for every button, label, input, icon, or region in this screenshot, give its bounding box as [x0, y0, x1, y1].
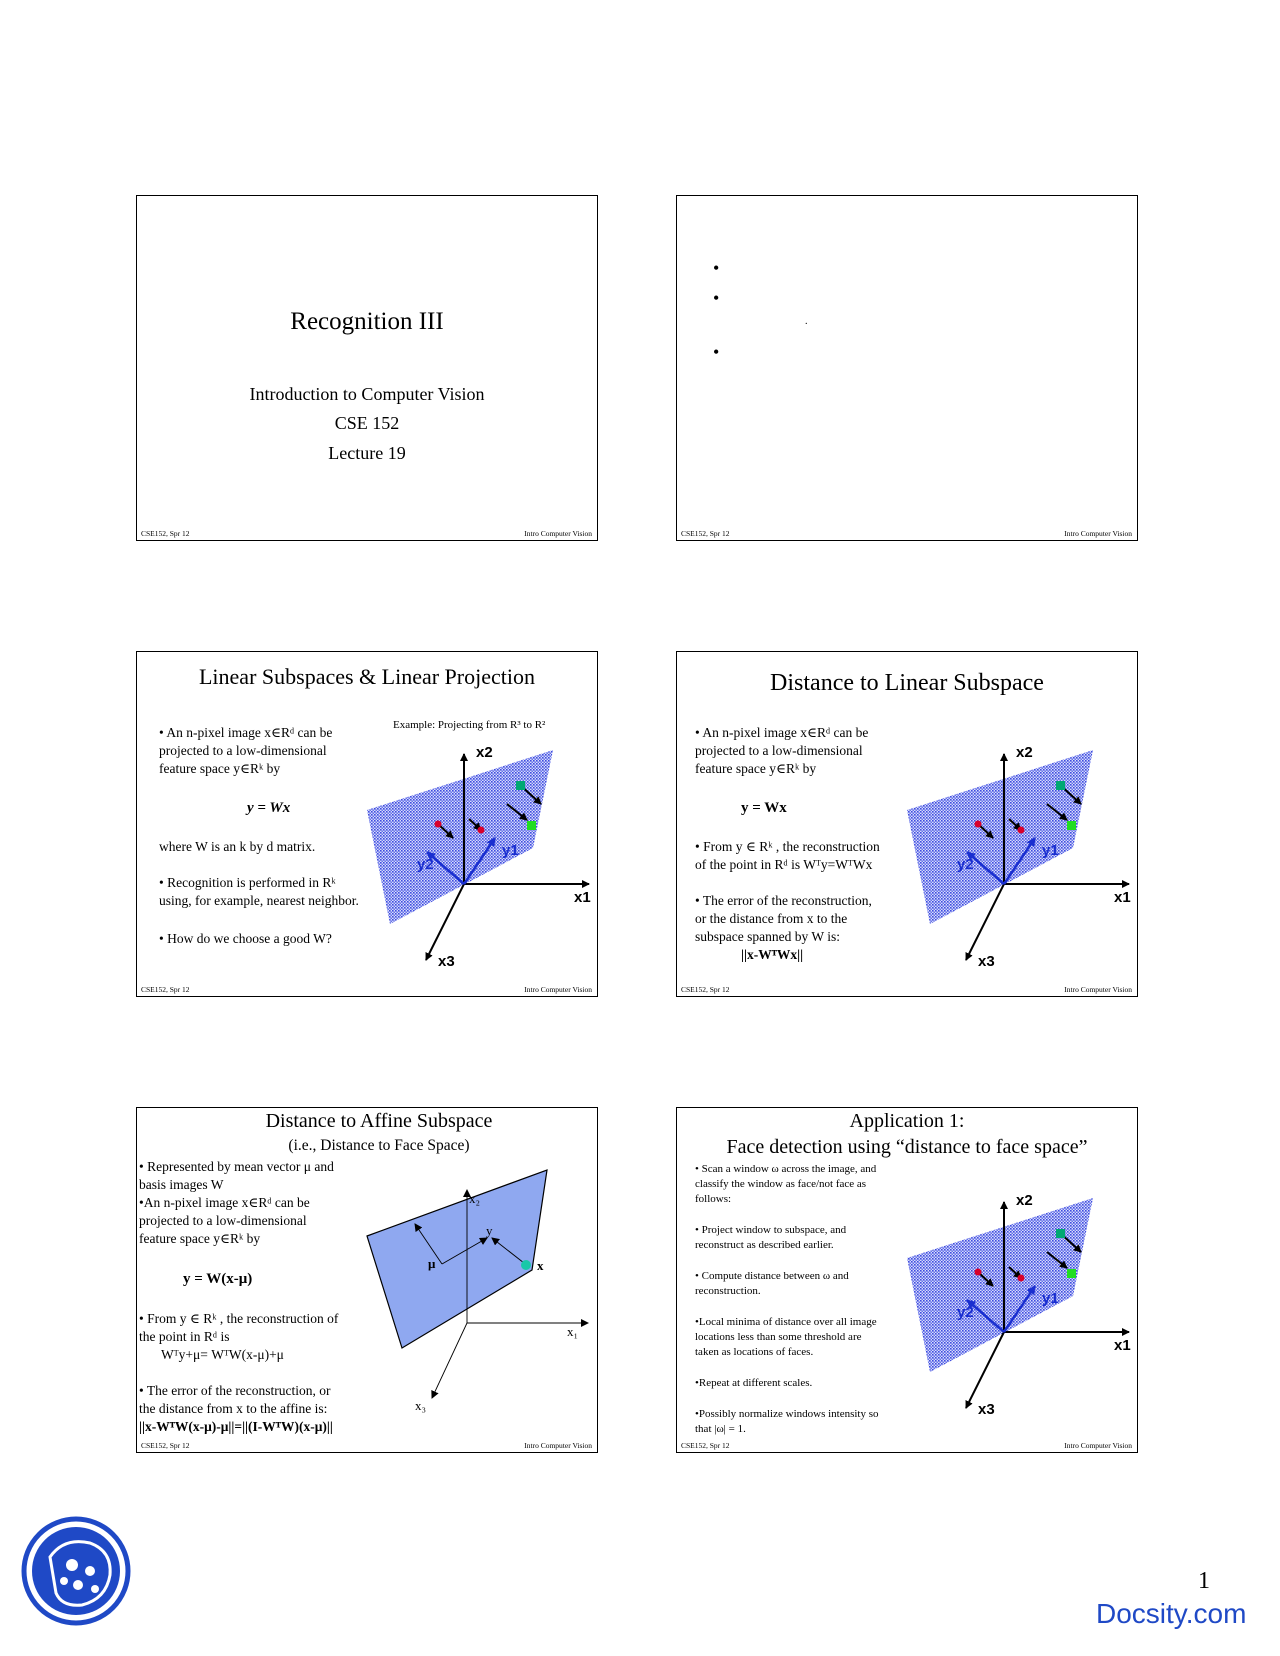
subspace-plane — [907, 750, 1093, 924]
point-red — [478, 827, 485, 834]
para: feature space y∈Rᵏ by — [159, 761, 281, 776]
slide-heading: Linear Subspaces & Linear Projection — [198, 664, 535, 689]
bullet-text: reconstruct as described earlier. — [695, 1239, 834, 1251]
label-x2: x2 — [476, 744, 493, 761]
course-name: Introduction to Computer Vision — [249, 384, 485, 404]
slide-subheading: (i.e., Distance to Face Space) — [288, 1137, 470, 1154]
para: • Recognition is performed in Rᵏ — [159, 875, 336, 890]
point-green — [1067, 821, 1076, 830]
course-code: CSE 152 — [334, 413, 400, 433]
para: • The error of the reconstruction, or — [139, 1383, 331, 1398]
footer-left: CSE152, Spr 12 — [141, 529, 190, 538]
footer-right: Intro Computer Vision — [524, 1441, 592, 1450]
para: projected to a low-dimensional — [695, 743, 863, 758]
equation: y = Wx — [247, 800, 291, 816]
bullet-text: • Project window to subspace, and — [695, 1224, 847, 1236]
slide-title-heading: Recognition III — [290, 308, 444, 335]
para: •An n-pixel image x∈Rᵈ can be — [139, 1195, 310, 1210]
point-red — [1018, 827, 1025, 834]
footer-right: Intro Computer Vision — [524, 985, 592, 994]
slide-distance-affine — [136, 1107, 598, 1453]
lecture-number: Lecture 19 — [328, 443, 406, 463]
subspace-plane — [367, 750, 553, 924]
label-x3: x3 — [978, 953, 995, 970]
para: • An n-pixel image x∈Rᵈ can be — [159, 725, 333, 740]
point-x — [521, 1260, 531, 1270]
bullet: • — [713, 288, 720, 308]
docsity-brand[interactable]: Docsity.com — [1096, 1598, 1247, 1629]
slide-outline — [676, 195, 1138, 541]
footer-right: Intro Computer Vision — [524, 529, 592, 538]
para: projected to a low-dimensional — [139, 1213, 307, 1228]
point-red — [435, 821, 442, 828]
para: the distance from x to the affine is: — [139, 1401, 328, 1416]
label-x3: x3 — [438, 953, 455, 970]
footer-right: Intro Computer Vision — [1064, 529, 1132, 538]
para: using, for example, nearest neighbor. — [159, 893, 359, 908]
label-mu: μ — [428, 1256, 436, 1271]
bullet: • — [713, 258, 720, 278]
para: of the point in Rᵈ is Wᵀy=WᵀWx — [695, 857, 873, 872]
label-x2: x₂ — [469, 1191, 481, 1206]
bullet-text: • Compute distance between ω and — [695, 1270, 849, 1282]
bullet-text: •Repeat at different scales. — [695, 1377, 813, 1389]
axis-x3 — [432, 1323, 467, 1398]
para: subspace spanned by W is: — [695, 929, 840, 944]
para: feature space y∈Rᵏ by — [695, 761, 817, 776]
slide-heading: Application 1: — [849, 1110, 965, 1132]
label-y2: y2 — [957, 1304, 974, 1321]
footer-right: Intro Computer Vision — [1064, 1441, 1132, 1450]
para: projected to a low-dimensional — [159, 743, 327, 758]
bullet-text: • Scan a window ω across the image, and — [695, 1163, 877, 1175]
slide-title — [136, 195, 598, 541]
para: • From y ∈ Rᵏ , the reconstruction — [695, 839, 880, 854]
label-y1: y1 — [1042, 842, 1059, 859]
label-y: y — [486, 1223, 493, 1238]
equation: ||x-WᵀW(x-μ)-μ||=||(I-WᵀW)(x-μ)|| — [139, 1419, 333, 1434]
affine-figure — [137, 1108, 598, 1453]
footer-right: Intro Computer Vision — [1064, 985, 1132, 994]
equation: y = W(x-μ) — [183, 1271, 253, 1287]
footer-left: CSE152, Spr 12 — [141, 985, 190, 994]
label-y2: y2 — [417, 856, 434, 873]
affine-plane — [367, 1170, 547, 1348]
equation: Wᵀy+μ= WᵀW(x-μ)+μ — [161, 1347, 284, 1362]
footer-left: CSE152, Spr 12 — [681, 985, 730, 994]
docsity-logo-icon — [20, 1515, 132, 1627]
point-teal — [1056, 781, 1065, 790]
bullet-text: locations less than some threshold are — [695, 1331, 862, 1343]
subspace-figure — [137, 652, 598, 997]
bullet-text: •Local minima of distance over all image — [695, 1316, 877, 1328]
label-x2: x2 — [1016, 1192, 1033, 1209]
page-number: 1 — [1198, 1568, 1210, 1594]
para: • How do we choose a good W? — [159, 931, 332, 946]
slide-linear-projection — [136, 651, 598, 997]
slide-heading: Distance to Linear Subspace — [770, 670, 1044, 696]
para: feature space y∈Rᵏ by — [139, 1231, 261, 1246]
point-teal — [1056, 1229, 1065, 1238]
label-y2: y2 — [957, 856, 974, 873]
label-x1: x₁ — [567, 1324, 579, 1339]
subspace-figure — [677, 652, 1138, 997]
point-green — [527, 821, 536, 830]
example-caption: Example: Projecting from R³ to R² — [393, 719, 546, 731]
label-x3: x₃ — [415, 1398, 427, 1413]
bullet-text: taken as locations of faces. — [695, 1346, 814, 1358]
label-x3: x3 — [978, 1401, 995, 1418]
label-x1: x1 — [574, 889, 591, 906]
point-red — [1018, 1275, 1025, 1282]
point-green — [1067, 1269, 1076, 1278]
para: • Represented by mean vector μ and — [139, 1159, 334, 1174]
bullet-text: follows: — [695, 1193, 732, 1205]
subspace-figure — [677, 1108, 1138, 1453]
label-y1: y1 — [1042, 1290, 1059, 1307]
slide-heading: Distance to Affine Subspace — [265, 1110, 493, 1132]
para: basis images W — [139, 1177, 224, 1192]
subspace-plane — [907, 1198, 1093, 1372]
point-teal — [516, 781, 525, 790]
slide-distance-linear — [676, 651, 1138, 997]
stray-mark: . — [805, 316, 808, 327]
label-x: x — [537, 1258, 544, 1273]
label-x2: x2 — [1016, 744, 1033, 761]
footer-left: CSE152, Spr 12 — [681, 529, 730, 538]
para: the point in Rᵈ is — [139, 1329, 230, 1344]
label-x1: x1 — [1114, 1337, 1131, 1354]
bullet: • — [713, 342, 720, 362]
slide-heading-2: Face detection using “distance to face space” — [726, 1136, 1088, 1158]
para: • From y ∈ Rᵏ , the reconstruction of — [139, 1311, 339, 1326]
footer-left: CSE152, Spr 12 — [141, 1441, 190, 1450]
para: or the distance from x to the — [695, 911, 848, 926]
label-x1: x1 — [1114, 889, 1131, 906]
para: where W is an k by d matrix. — [159, 839, 316, 854]
label-y1: y1 — [502, 842, 519, 859]
point-red — [975, 1269, 982, 1276]
equation: y = Wx — [741, 800, 787, 816]
bullet-text: •Possibly normalize windows intensity so — [695, 1408, 879, 1420]
footer-left: CSE152, Spr 12 — [681, 1441, 730, 1450]
bullet-text: that |ω| = 1. — [695, 1423, 746, 1435]
bullet-text: classify the window as face/not face as — [695, 1178, 867, 1190]
para: • The error of the reconstruction, — [695, 893, 872, 908]
equation: ||x-WᵀWx|| — [741, 947, 804, 962]
bullet-text: reconstruction. — [695, 1285, 761, 1297]
point-red — [975, 821, 982, 828]
slide-face-detection — [676, 1107, 1138, 1453]
para: • An n-pixel image x∈Rᵈ can be — [695, 725, 869, 740]
